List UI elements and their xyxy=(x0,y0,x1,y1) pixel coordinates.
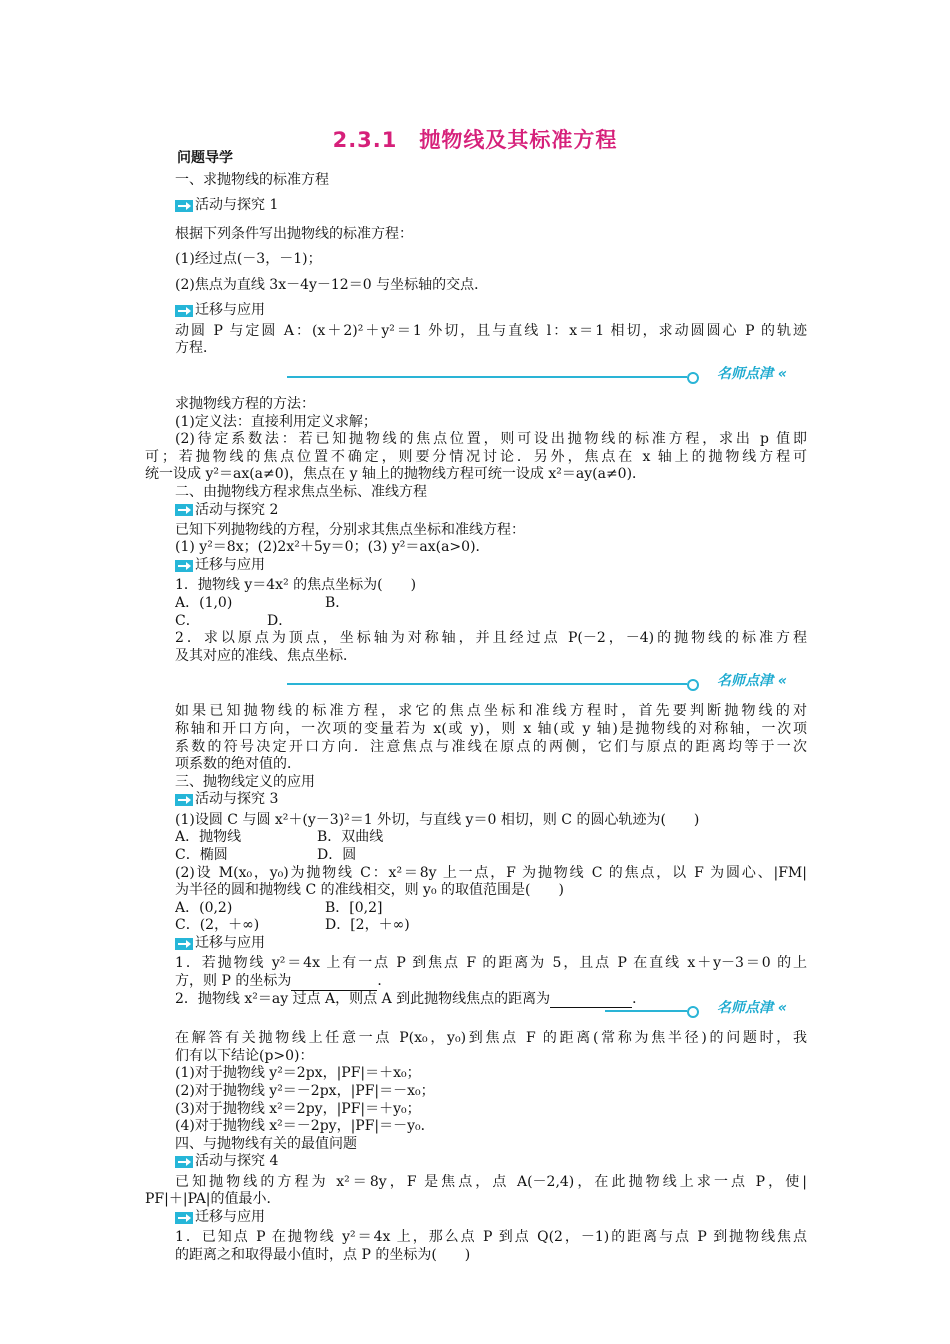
arrow-icon xyxy=(175,200,193,212)
practice-2-q1: 1．抛物线 y＝4x² 的焦点坐标为( ) xyxy=(175,577,417,594)
section-label: 问题导学 xyxy=(177,150,233,166)
tip-3-line-1: 在解答有关抛物线上任意一点 P(x₀，y₀)到焦点 F 的距离(常称为焦半径)的问题时，我 xyxy=(175,1030,807,1047)
practice-2-q1-options-ab: A．(1,0) B． xyxy=(175,595,350,612)
heading-1: 一、求抛物线的标准方程 xyxy=(175,171,329,188)
separator-dot-icon xyxy=(687,679,699,691)
tip-1-line-4: 统一设成 y²＝ax(a≠0)，焦点在 y 轴上的抛物线方程可统一设成 x²＝ay(a≠0)． xyxy=(145,466,647,483)
page-title: 2.3.1 抛物线及其标准方程 xyxy=(332,128,618,152)
activity-3-q2-options-ab: A．(0,2) B．[0,2] xyxy=(175,899,383,916)
separator-dot-icon xyxy=(687,372,699,384)
activity-4-line-1: 已知抛物线的方程为 x²＝8y，F 是焦点，点 A(－2,4)，在此抛物线上求一点 P，使| xyxy=(175,1173,807,1190)
tip-3-line-5: (3)对于抛物线 x²＝2py，|PF|＝＋y₀； xyxy=(175,1100,421,1117)
tip-3-line-4: (2)对于抛物线 y²＝－2px，|PF|＝－x₀； xyxy=(175,1082,435,1099)
tip-3-line-6: (4)对于抛物线 x²＝－2py，|PF|＝－y₀． xyxy=(175,1118,435,1135)
practice-2-header: 迁移与应用 xyxy=(175,557,265,575)
practice-4-q1-line-2: 的距离之和取得最小值时，点 P 的坐标为( ) xyxy=(175,1246,471,1263)
arrow-icon xyxy=(175,1156,193,1168)
activity-3-q1: (1)设圆 C 与圆 x²＋(y－3)²＝1 外切，与直线 y＝0 相切，则 C 的圆心轨迹为( ) xyxy=(175,811,700,828)
activity-3-q1-options-cd: C．椭圆 D．圆 xyxy=(175,846,357,863)
practice-3-q2: 2．抛物线 x²＝ay 过点 A，则点 A 到此抛物线焦点的距离为 ． xyxy=(175,990,647,1007)
tip-2-line-2: 称轴和开口方向，一次项的变量若为 x(或 y)，则 x 轴(或 y 轴)是抛物线的对称轴，一次项 xyxy=(175,721,807,738)
arrow-icon xyxy=(175,305,193,317)
tip-1-line-0: 求抛物线方程的方法： xyxy=(175,395,315,412)
practice-3-q1-line-2: 方，则 P 的坐标为 ． xyxy=(175,972,392,989)
activity-3-header: 活动与探究 3 xyxy=(175,791,278,809)
separator-tag: 名师点津 « xyxy=(717,673,787,690)
activity-4-header: 活动与探究 4 xyxy=(175,1153,278,1171)
practice-1-line-2: 方程． xyxy=(175,340,217,357)
separator-rule xyxy=(287,376,687,378)
separator-rule xyxy=(605,1010,687,1012)
separator-tag: 名师点津 « xyxy=(717,365,787,382)
heading-2: 二、由抛物线方程求焦点坐标、准线方程 xyxy=(175,483,427,500)
practice-3-header: 迁移与应用 xyxy=(175,935,265,953)
tip-3-line-3: (1)对于抛物线 y²＝2px，|PF|＝＋x₀； xyxy=(175,1065,421,1082)
tip-2-line-4: 项系数的绝对值的． xyxy=(175,756,301,773)
practice-1-line-1: 动圆 P 与定圆 A：(x＋2)²＋y²＝1 外切，且与直线 l：x＝1 相切，求动圆圆心 P 的轨迹 xyxy=(175,322,807,339)
activity-1-item-1: (1)经过点(－3，－1)； xyxy=(175,251,322,268)
tip-separator-1 xyxy=(175,366,807,388)
heading-3: 三、抛物线定义的应用 xyxy=(175,773,315,790)
activity-3-q1-options-ab: A．抛物线 B．双曲线 xyxy=(175,829,384,846)
separator-dot-icon xyxy=(687,1006,699,1018)
tip-1-line-1: (1)定义法：直接利用定义求解； xyxy=(175,413,377,430)
practice-4-header: 迁移与应用 xyxy=(175,1209,265,1227)
answer-blank[interactable] xyxy=(291,976,377,991)
heading-4: 四、与抛物线有关的最值问题 xyxy=(175,1135,357,1152)
activity-3-q2-line-1: (2)设 M(x₀，y₀)为抛物线 C：x²＝8y 上一点，F 为抛物线 C 的焦点，以 F 为圆心、|FM| xyxy=(175,864,807,881)
arrow-icon xyxy=(175,1212,193,1224)
practice-2-q2-line-1: 2．求以原点为顶点，坐标轴为对称轴，并且经过点 P(－2，－4)的抛物线的标准方程 xyxy=(175,630,807,647)
separator-rule xyxy=(287,683,687,685)
arrow-icon xyxy=(175,938,193,950)
activity-3-q2-options-cd: C．(2，＋∞) D．[2，＋∞) xyxy=(175,917,410,934)
practice-3-q1-line-1: 1．若抛物线 y²＝4x 上有一点 P 到焦点 F 的距离为 5，且点 P 在直线 x＋y－3＝0 的上 xyxy=(175,955,807,972)
tip-2-line-1: 如果已知抛物线的标准方程，求它的焦点坐标和准线方程时，首先要判断抛物线的对 xyxy=(175,703,807,720)
activity-2-items: (1) y²＝8x；(2)2x²＋5y＝0；(3) y²＝ax(a>0)． xyxy=(175,539,490,556)
separator-tag: 名师点津 « xyxy=(717,1000,787,1017)
tip-1-line-2: (2)待定系数法：若已知抛物线的焦点位置，则可设出抛物线的标准方程，求出 p 值即 xyxy=(175,431,807,448)
activity-4-line-2: PF|＋|PA|的值最小． xyxy=(145,1191,281,1208)
activity-2-header: 活动与探究 2 xyxy=(175,502,278,520)
practice-1-header: 迁移与应用 xyxy=(175,302,265,320)
tip-separator-2 xyxy=(175,673,807,695)
activity-1-header: 活动与探究 1 xyxy=(175,197,278,215)
tip-1-line-3: 可；若抛物线的焦点位置不确定，则要分情况讨论．另外，焦点在 x 轴上的抛物线方程可 xyxy=(145,448,807,465)
arrow-icon xyxy=(175,560,193,572)
arrow-icon xyxy=(175,794,193,806)
activity-3-q2-line-2: 为半径的圆和抛物线 C 的准线相交，则 y₀ 的取值范围是( ) xyxy=(175,882,564,899)
tip-2-line-3: 系数的符号决定开口方向．注意焦点与准线在原点的两侧，它们与原点的距离均等于一次 xyxy=(175,738,807,755)
practice-2-q2-line-2: 及其对应的准线、焦点坐标． xyxy=(175,647,357,664)
practice-4-q1-line-1: 1．已知点 P 在抛物线 y²＝4x 上，那么点 P 到点 Q(2，－1)的距离与点 P 到抛物线焦点 xyxy=(175,1229,807,1246)
tip-3-line-2: 们有以下结论(p>0)： xyxy=(175,1047,314,1064)
activity-1-question: 根据下列条件写出抛物线的标准方程： xyxy=(175,225,413,242)
document-body xyxy=(145,150,807,1264)
activity-1-item-2: (2)焦点为直线 3x－4y－12＝0 与坐标轴的交点． xyxy=(175,276,489,293)
arrow-icon xyxy=(175,504,193,516)
activity-2-question: 已知下列抛物线的方程，分别求其焦点坐标和准线方程： xyxy=(175,521,525,538)
tip-separator-3 xyxy=(175,1000,807,1022)
practice-2-q1-options-cd: C． D． xyxy=(175,612,293,629)
